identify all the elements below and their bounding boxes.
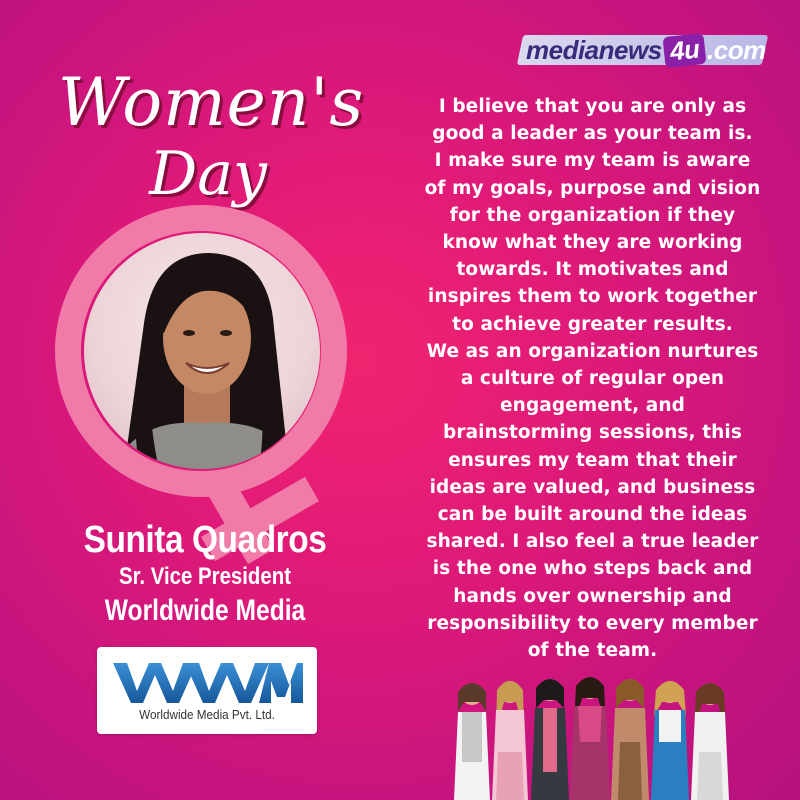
- quote-line: shared. I also feel a true leader: [426, 531, 759, 553]
- person-role: Sr. Vice President: [119, 563, 291, 590]
- quote-line: can be built around the ideas: [437, 504, 748, 526]
- quote-line: hands over ownership and: [453, 585, 732, 607]
- wwm-logo-icon: [109, 655, 305, 707]
- quote-line: of the team.: [527, 640, 658, 662]
- quote-line: engagement, and: [500, 395, 685, 417]
- brand-tld: .com: [707, 34, 766, 65]
- quote-text: [400, 93, 785, 664]
- quote-line: good a leader as your team is.: [432, 123, 753, 145]
- quote-line: of my goals, purpose and vision: [424, 177, 761, 199]
- quote-line: ensures my team that their: [448, 449, 737, 471]
- logo-caption: Worldwide Media Pvt. Ltd.: [139, 707, 275, 722]
- quote-line: know what they are working: [442, 232, 743, 254]
- quote-line: a culture of regular open: [460, 368, 725, 390]
- title-line-2: Day: [149, 139, 267, 209]
- medianews4u-logo: [520, 33, 765, 67]
- quote-line: to achieve greater results.: [452, 313, 733, 335]
- worldwide-media-logo: [97, 647, 317, 734]
- brand-name: medianews: [526, 34, 662, 65]
- quote-line: responsibility to every member: [427, 612, 758, 634]
- quote-line: for the organization if they: [449, 204, 736, 226]
- quote-line: I believe that you are only as: [438, 96, 747, 117]
- brand-badge: 4u: [662, 32, 706, 67]
- quote-line: is the one who steps back and: [432, 558, 753, 580]
- quote-line: I make sure my team is aware: [434, 150, 751, 172]
- quote-line: brainstorming sessions, this: [443, 422, 742, 444]
- quote-line: inspires them to work together: [427, 286, 758, 308]
- title-line-1: Women's: [58, 64, 365, 141]
- person-name: Sunita Quadros: [83, 519, 327, 561]
- quote-line: towards. It motivates and: [456, 259, 729, 281]
- quote-line: ideas are valued, and business: [429, 476, 756, 498]
- women-illustration-icon: [440, 672, 740, 800]
- quote-line: We as an organization nurtures: [426, 340, 759, 362]
- portrait-photo: [84, 233, 320, 469]
- person-company: Worldwide Media: [104, 594, 306, 627]
